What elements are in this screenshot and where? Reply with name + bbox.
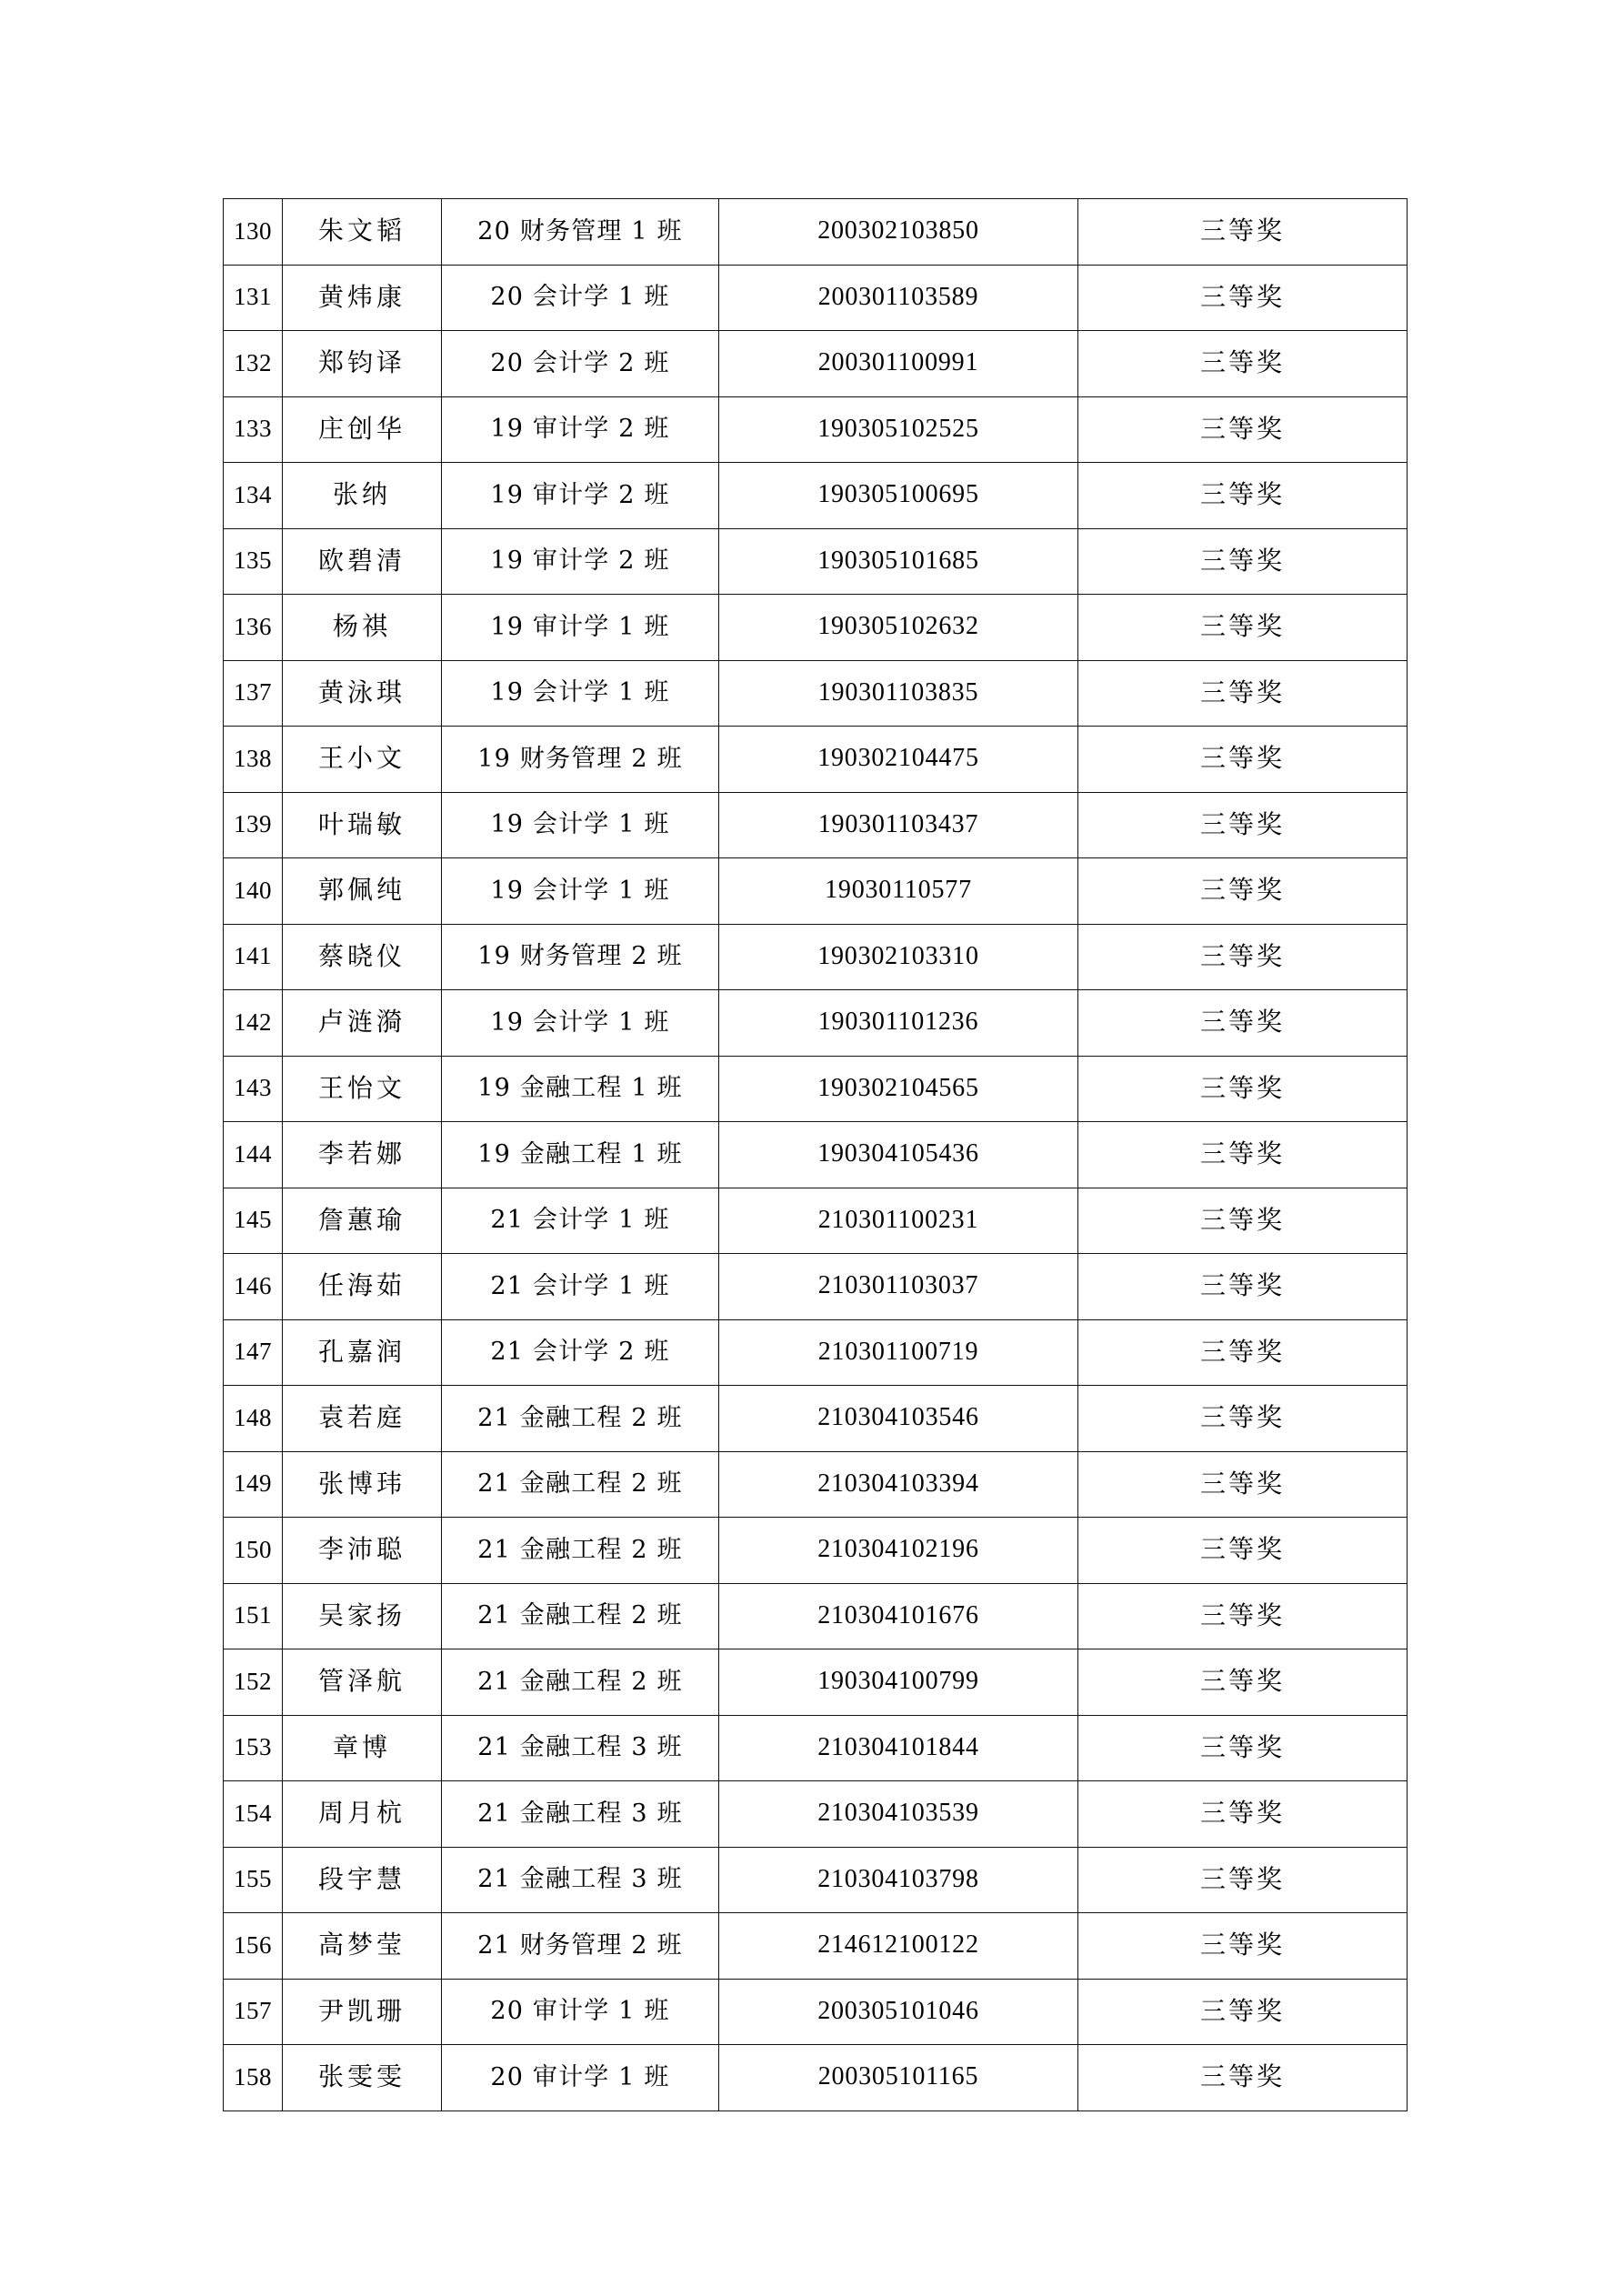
student-id: 190302104565 <box>719 1056 1078 1122</box>
table-row <box>224 792 1408 858</box>
award-level: 三等奖 <box>1078 2045 1408 2111</box>
student-class: 19 财务管理 2 班 <box>442 727 719 793</box>
student-name: 叶瑞敏 <box>283 792 442 858</box>
student-name: 张雯雯 <box>283 2045 442 2111</box>
award-level: 三等奖 <box>1078 331 1408 397</box>
award-level: 三等奖 <box>1078 528 1408 595</box>
student-name: 郭佩纯 <box>283 858 442 925</box>
row-index: 147 <box>224 1319 283 1386</box>
table-row <box>224 858 1408 925</box>
student-name: 高梦莹 <box>283 1913 442 1980</box>
award-list-table-body <box>224 199 1408 2111</box>
student-id: 190302103310 <box>719 924 1078 990</box>
table-row <box>224 1319 1408 1386</box>
row-index: 150 <box>224 1518 283 1584</box>
student-name: 尹凯珊 <box>283 1979 442 2045</box>
student-id: 190301101236 <box>719 990 1078 1057</box>
table-row <box>224 1979 1408 2045</box>
student-name: 李沛聪 <box>283 1518 442 1584</box>
student-class: 19 审计学 2 班 <box>442 463 719 529</box>
award-level: 三等奖 <box>1078 990 1408 1057</box>
row-index: 132 <box>224 331 283 397</box>
student-class: 19 会计学 1 班 <box>442 990 719 1057</box>
student-name: 庄创华 <box>283 396 442 463</box>
table-row <box>224 1583 1408 1649</box>
student-name: 黄炜康 <box>283 265 442 331</box>
row-index: 138 <box>224 727 283 793</box>
award-level: 三等奖 <box>1078 660 1408 727</box>
row-index: 156 <box>224 1913 283 1980</box>
row-index: 136 <box>224 595 283 661</box>
student-name: 朱文韬 <box>283 199 442 266</box>
award-level: 三等奖 <box>1078 727 1408 793</box>
award-level: 三等奖 <box>1078 1319 1408 1386</box>
award-level: 三等奖 <box>1078 265 1408 331</box>
table-row <box>224 924 1408 990</box>
table-row <box>224 2045 1408 2111</box>
award-level: 三等奖 <box>1078 924 1408 990</box>
student-id: 190302104475 <box>719 727 1078 793</box>
student-class: 21 金融工程 3 班 <box>442 1781 719 1848</box>
student-name: 张纳 <box>283 463 442 529</box>
student-class: 21 会计学 1 班 <box>442 1254 719 1320</box>
student-id: 210304103798 <box>719 1847 1078 1913</box>
student-class: 21 金融工程 2 班 <box>442 1386 719 1452</box>
row-index: 139 <box>224 792 283 858</box>
award-level: 三等奖 <box>1078 792 1408 858</box>
table-row <box>224 1254 1408 1320</box>
row-index: 151 <box>224 1583 283 1649</box>
row-index: 154 <box>224 1781 283 1848</box>
table-row <box>224 1056 1408 1122</box>
row-index: 146 <box>224 1254 283 1320</box>
student-id: 200305101165 <box>719 2045 1078 2111</box>
award-level: 三等奖 <box>1078 1913 1408 1980</box>
table-row <box>224 1122 1408 1188</box>
student-class: 19 金融工程 1 班 <box>442 1056 719 1122</box>
row-index: 137 <box>224 660 283 727</box>
table-row <box>224 660 1408 727</box>
student-id: 190305101685 <box>719 528 1078 595</box>
student-class: 21 财务管理 2 班 <box>442 1913 719 1980</box>
student-name: 李若娜 <box>283 1122 442 1188</box>
award-level: 三等奖 <box>1078 1451 1408 1518</box>
student-id: 210304101676 <box>719 1583 1078 1649</box>
award-level: 三等奖 <box>1078 1715 1408 1781</box>
award-level: 三等奖 <box>1078 463 1408 529</box>
award-level: 三等奖 <box>1078 858 1408 925</box>
table-row <box>224 990 1408 1057</box>
student-class: 19 会计学 1 班 <box>442 792 719 858</box>
row-index: 135 <box>224 528 283 595</box>
student-name: 吴家扬 <box>283 1583 442 1649</box>
student-class: 20 会计学 1 班 <box>442 265 719 331</box>
student-class: 20 会计学 2 班 <box>442 331 719 397</box>
student-id: 210301100719 <box>719 1319 1078 1386</box>
student-id: 214612100122 <box>719 1913 1078 1980</box>
student-id: 210301103037 <box>719 1254 1078 1320</box>
student-id: 190305102525 <box>719 396 1078 463</box>
student-name: 黄泳琪 <box>283 660 442 727</box>
student-id: 190305100695 <box>719 463 1078 529</box>
row-index: 142 <box>224 990 283 1057</box>
row-index: 130 <box>224 199 283 266</box>
award-level: 三等奖 <box>1078 1386 1408 1452</box>
award-level: 三等奖 <box>1078 199 1408 266</box>
student-class: 19 金融工程 1 班 <box>442 1122 719 1188</box>
student-id: 200301103589 <box>719 265 1078 331</box>
award-level: 三等奖 <box>1078 1254 1408 1320</box>
award-level: 三等奖 <box>1078 396 1408 463</box>
student-id: 210304103539 <box>719 1781 1078 1848</box>
row-index: 153 <box>224 1715 283 1781</box>
row-index: 152 <box>224 1649 283 1716</box>
student-class: 21 金融工程 2 班 <box>442 1583 719 1649</box>
student-name: 管泽航 <box>283 1649 442 1716</box>
row-index: 131 <box>224 265 283 331</box>
student-name: 欧碧清 <box>283 528 442 595</box>
table-row <box>224 727 1408 793</box>
student-class: 21 金融工程 2 班 <box>442 1518 719 1584</box>
award-list-table <box>223 198 1408 2111</box>
student-class: 19 会计学 1 班 <box>442 858 719 925</box>
award-level: 三等奖 <box>1078 1583 1408 1649</box>
award-list-table-container <box>223 198 1407 2111</box>
student-class: 21 会计学 1 班 <box>442 1188 719 1254</box>
student-name: 杨祺 <box>283 595 442 661</box>
student-id: 210304103394 <box>719 1451 1078 1518</box>
student-class: 20 财务管理 1 班 <box>442 199 719 266</box>
table-row <box>224 1188 1408 1254</box>
student-name: 章博 <box>283 1715 442 1781</box>
award-level: 三等奖 <box>1078 1122 1408 1188</box>
row-index: 157 <box>224 1979 283 2045</box>
row-index: 148 <box>224 1386 283 1452</box>
student-id: 190304105436 <box>719 1122 1078 1188</box>
student-name: 王怡文 <box>283 1056 442 1122</box>
student-class: 21 会计学 2 班 <box>442 1319 719 1386</box>
award-level: 三等奖 <box>1078 1518 1408 1584</box>
table-row <box>224 331 1408 397</box>
student-name: 郑钧译 <box>283 331 442 397</box>
student-name: 蔡晓仪 <box>283 924 442 990</box>
student-id: 210304101844 <box>719 1715 1078 1781</box>
student-name: 段宇慧 <box>283 1847 442 1913</box>
award-level: 三等奖 <box>1078 1056 1408 1122</box>
row-index: 133 <box>224 396 283 463</box>
student-class: 20 审计学 1 班 <box>442 1979 719 2045</box>
table-row <box>224 1913 1408 1980</box>
row-index: 149 <box>224 1451 283 1518</box>
student-name: 孔嘉润 <box>283 1319 442 1386</box>
table-row <box>224 463 1408 529</box>
table-row <box>224 1386 1408 1452</box>
table-row <box>224 1781 1408 1848</box>
row-index: 145 <box>224 1188 283 1254</box>
award-level: 三等奖 <box>1078 1979 1408 2045</box>
student-class: 21 金融工程 2 班 <box>442 1451 719 1518</box>
student-class: 19 会计学 1 班 <box>442 660 719 727</box>
student-id: 210304102196 <box>719 1518 1078 1584</box>
student-id: 210301100231 <box>719 1188 1078 1254</box>
row-index: 155 <box>224 1847 283 1913</box>
student-id: 190301103437 <box>719 792 1078 858</box>
table-row <box>224 1847 1408 1913</box>
student-class: 21 金融工程 3 班 <box>442 1715 719 1781</box>
row-index: 158 <box>224 2045 283 2111</box>
table-row <box>224 528 1408 595</box>
row-index: 144 <box>224 1122 283 1188</box>
student-class: 20 审计学 1 班 <box>442 2045 719 2111</box>
table-row <box>224 1451 1408 1518</box>
student-class: 21 金融工程 2 班 <box>442 1649 719 1716</box>
student-name: 詹蕙瑜 <box>283 1188 442 1254</box>
student-name: 袁若庭 <box>283 1386 442 1452</box>
student-name: 周月杭 <box>283 1781 442 1848</box>
student-class: 19 审计学 2 班 <box>442 396 719 463</box>
row-index: 141 <box>224 924 283 990</box>
student-id: 210304103546 <box>719 1386 1078 1452</box>
row-index: 143 <box>224 1056 283 1122</box>
student-id: 190304100799 <box>719 1649 1078 1716</box>
student-name: 张博玮 <box>283 1451 442 1518</box>
student-class: 19 审计学 2 班 <box>442 528 719 595</box>
award-level: 三等奖 <box>1078 1781 1408 1848</box>
student-id: 190305102632 <box>719 595 1078 661</box>
student-name: 王小文 <box>283 727 442 793</box>
student-id: 190301103835 <box>719 660 1078 727</box>
table-row <box>224 396 1408 463</box>
award-level: 三等奖 <box>1078 1188 1408 1254</box>
student-class: 21 金融工程 3 班 <box>442 1847 719 1913</box>
row-index: 134 <box>224 463 283 529</box>
student-id: 200305101046 <box>719 1979 1078 2045</box>
student-name: 任海茹 <box>283 1254 442 1320</box>
table-row <box>224 1518 1408 1584</box>
student-id: 200302103850 <box>719 199 1078 266</box>
award-level: 三等奖 <box>1078 1847 1408 1913</box>
student-id: 200301100991 <box>719 331 1078 397</box>
table-row <box>224 1715 1408 1781</box>
student-id: 19030110577 <box>719 858 1078 925</box>
student-class: 19 审计学 1 班 <box>442 595 719 661</box>
student-class: 19 财务管理 2 班 <box>442 924 719 990</box>
row-index: 140 <box>224 858 283 925</box>
award-level: 三等奖 <box>1078 595 1408 661</box>
table-row <box>224 265 1408 331</box>
student-name: 卢涟漪 <box>283 990 442 1057</box>
award-level: 三等奖 <box>1078 1649 1408 1716</box>
table-row <box>224 199 1408 266</box>
table-row <box>224 595 1408 661</box>
table-row <box>224 1649 1408 1716</box>
